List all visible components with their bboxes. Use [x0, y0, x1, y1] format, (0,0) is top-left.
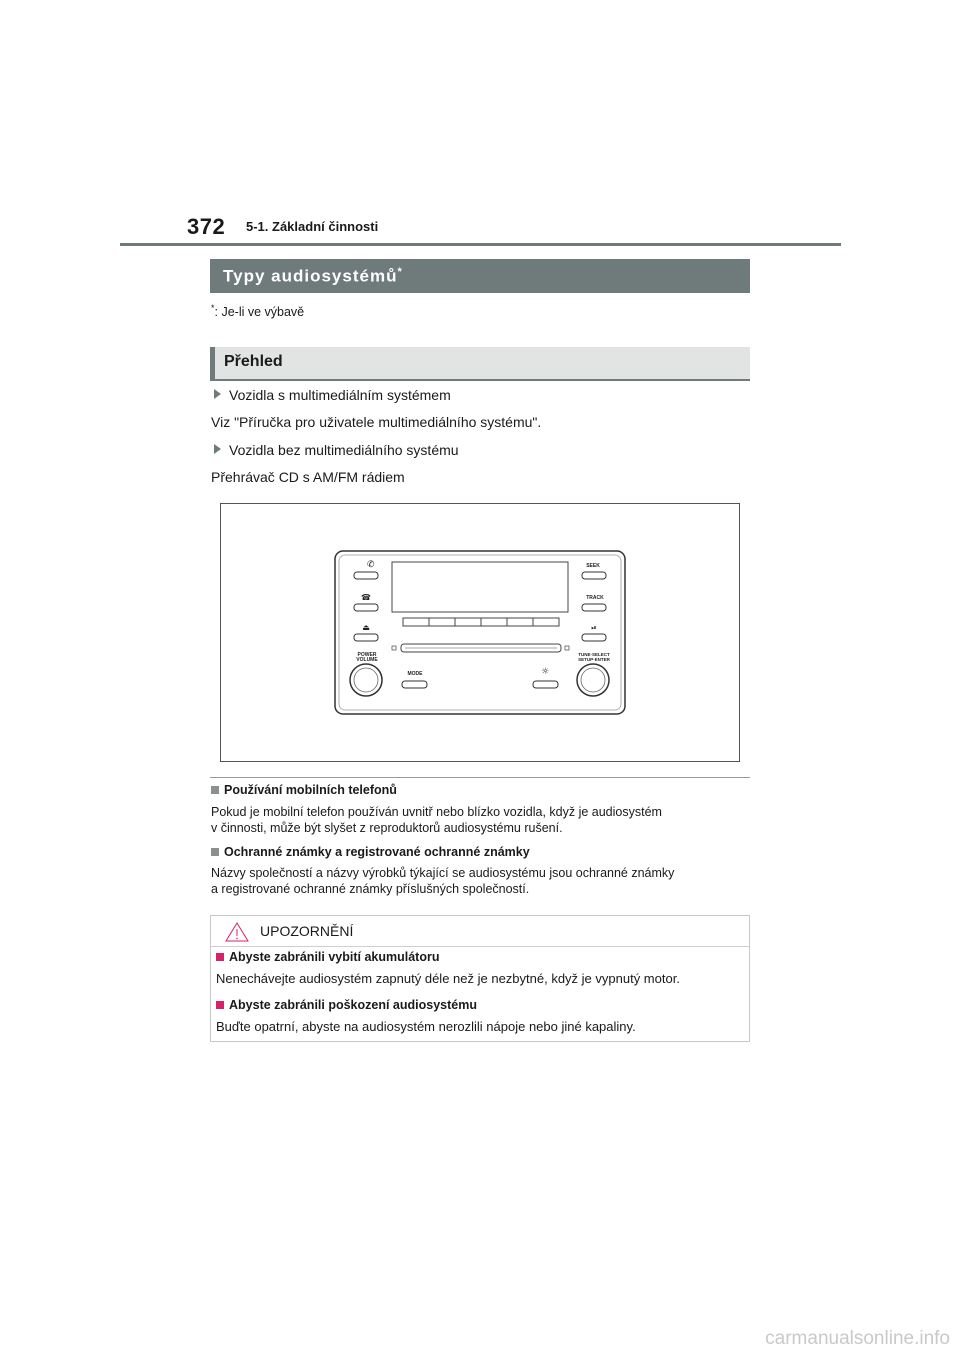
heading-accent — [210, 347, 215, 381]
caution-text: Buďte opatrní, abyste na audiosystém nerozlili nápoje nebo jiné kapaliny. — [216, 1019, 636, 1034]
overview-heading-bar — [210, 347, 750, 381]
mode-label: MODE — [407, 671, 423, 677]
audio-unit-figure — [220, 503, 740, 762]
page-number: 372 — [187, 214, 226, 239]
note-text: Pokud je mobilní telefon používán uvnitř nebo blízko vozidla, když je audiosystém v činnosti, může být slyšet z reproduktorů audiosystému rušení. — [211, 805, 662, 835]
warning-icon — [225, 922, 249, 942]
overview-heading: Přehled — [224, 353, 283, 370]
caution-header — [211, 916, 749, 947]
eject-button — [354, 634, 378, 641]
caution-title: UPOZORNĚNÍ — [260, 923, 354, 939]
bullet-item: Vozidla bez multimediálního systému — [214, 442, 459, 458]
phone-button — [354, 572, 378, 579]
volume-label: VOLUME — [356, 657, 378, 663]
caution-text: Nenechávejte audiosystém zapnutý déle než je nezbytné, když je vypnutý motor. — [216, 971, 680, 986]
track-button — [582, 604, 606, 611]
tune-select-knob — [577, 664, 609, 696]
divider — [210, 777, 750, 778]
tune-select-label: TUNE·SELECT — [578, 652, 610, 657]
phone-icon: ✆ — [367, 560, 375, 570]
caution-heading: Abyste zabránili poškození audiosystému — [216, 998, 477, 1012]
seek-button — [582, 572, 606, 579]
footnote: *: Je-li ve výbavě — [211, 303, 305, 320]
seek-label: SEEK — [586, 563, 600, 569]
section-label: 5-1. Základní činnosti — [246, 219, 379, 234]
mode-button — [402, 681, 427, 688]
watermark: carmanualsonline.info — [765, 1328, 950, 1349]
square-bullet-icon — [211, 848, 219, 856]
track-label: TRACK — [586, 595, 604, 601]
brightness-button — [533, 681, 558, 688]
play-pause-button — [582, 634, 606, 641]
body-text: Viz "Příručka pro uživatele multimediálního systému". — [211, 414, 542, 430]
square-bullet-icon — [211, 786, 219, 794]
display-screen — [392, 562, 568, 612]
play-pause-icon: ⏯ — [591, 624, 597, 632]
caution-heading: Abyste zabránili vybití akumulátoru — [216, 950, 439, 964]
square-bullet-icon — [216, 953, 224, 961]
audio-unit-illustration — [221, 504, 739, 761]
square-bullet-icon — [216, 1001, 224, 1009]
triangle-bullet-icon — [214, 389, 221, 399]
power-label: POWER — [357, 652, 377, 658]
header-rule — [120, 243, 841, 246]
page-title: Typy audiosystémů* — [223, 266, 403, 286]
hangup-button — [354, 604, 378, 611]
bullet-item: Vozidla s multimediálním systémem — [214, 387, 451, 403]
body-text: Přehrávač CD s AM/FM rádiem — [211, 469, 405, 485]
power-volume-knob — [350, 664, 382, 696]
note-heading: Ochranné známky a registrované ochranné známky — [211, 845, 530, 859]
note-heading: Používání mobilních telefonů — [211, 783, 397, 797]
note-text: Názvy společností a názvy výrobků týkající se audiosystému jsou ochranné známky a registrované ochranné známky příslušných společností. — [211, 866, 675, 896]
title-bar — [210, 259, 750, 293]
brightness-icon: ☼ — [540, 667, 550, 677]
caution-box — [210, 915, 750, 1042]
setup-enter-label: SETUP·ENTER — [578, 657, 610, 662]
eject-icon: ⏏ — [362, 623, 370, 632]
triangle-bullet-icon — [214, 444, 221, 454]
title-footnote-mark: * — [397, 266, 403, 278]
hangup-icon: ☎ — [361, 593, 371, 602]
